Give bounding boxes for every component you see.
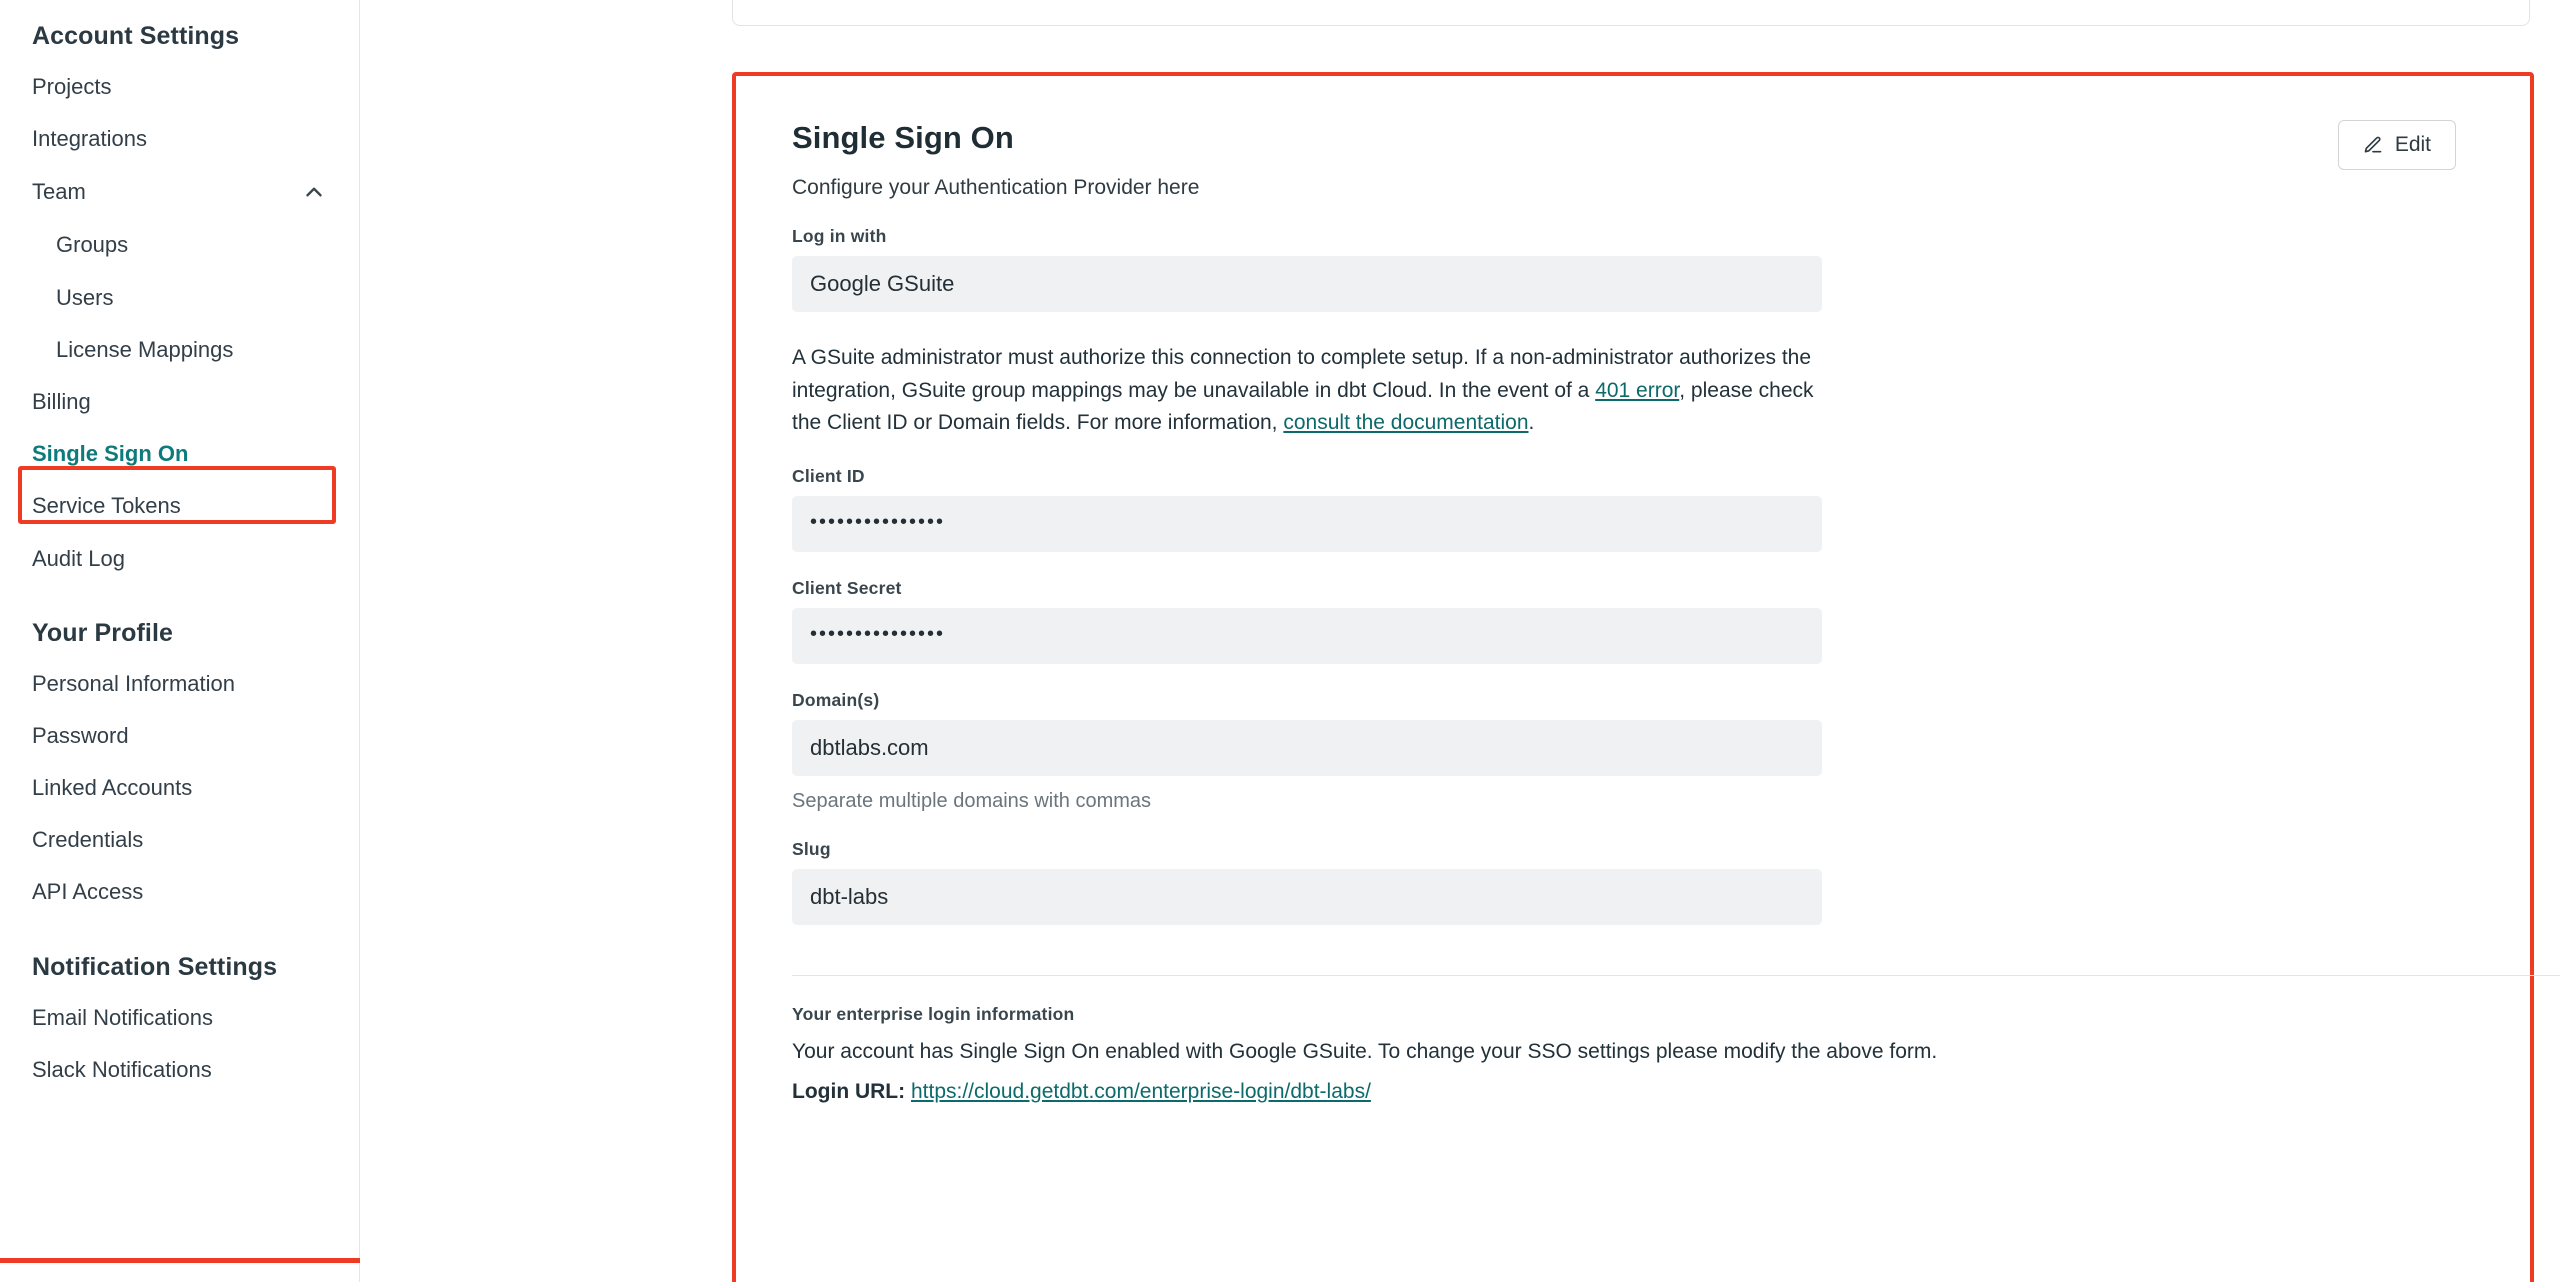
sidebar-item-api-access[interactable]: API Access: [32, 879, 144, 905]
login-with-value: Google GSuite: [792, 256, 1822, 312]
single-sign-on-card: [732, 72, 2534, 1282]
sidebar: [0, 0, 360, 1282]
enterprise-login-text: Your account has Single Sign On enabled with Google GSuite. To change your SSO settings please modify the above form.: [792, 1039, 1938, 1063]
login-url-row: [792, 1080, 2474, 1104]
notice-text-part-2: , please check the Client ID or Domain fields. For more information,: [792, 378, 1814, 435]
edit-button[interactable]: [2338, 120, 2456, 170]
page-subtitle: Configure your Authentication Provider here: [792, 176, 1200, 199]
domains-label: Domain(s): [792, 689, 880, 710]
sidebar-item-audit-log[interactable]: Audit Log: [32, 545, 125, 571]
401-error-link[interactable]: 401 error: [1595, 378, 1680, 402]
previous-section-card: [732, 0, 2530, 26]
edit-button-label: Edit: [2394, 133, 2431, 156]
sidebar-item-billing[interactable]: Billing: [32, 388, 91, 414]
sidebar-item-groups[interactable]: Groups: [56, 232, 129, 258]
sidebar-item-service-tokens[interactable]: Service Tokens: [32, 493, 181, 519]
login-url-label: Login URL:: [792, 1079, 906, 1103]
account-settings-heading: Account Settings: [32, 22, 240, 50]
sidebar-item-integrations[interactable]: Integrations: [32, 126, 147, 152]
sidebar-item-password[interactable]: Password: [32, 722, 129, 748]
login-with-label: Log in with: [792, 226, 887, 246]
page-title: Single Sign On: [792, 120, 1014, 155]
notice-text-part-3: .: [1528, 411, 1535, 435]
sidebar-spacer-1: [0, 585, 359, 607]
section-divider: [792, 975, 2560, 976]
your-profile-heading: Your Profile: [32, 618, 174, 647]
sidebar-item-slack-notifications[interactable]: Slack Notifications: [32, 1056, 212, 1082]
client-id-value: •••••••••••••••: [792, 496, 1822, 552]
enterprise-login-label: Your enterprise login information: [792, 1003, 1075, 1024]
sidebar-item-single-sign-on[interactable]: Single Sign On: [32, 441, 189, 467]
pencil-icon: [2363, 135, 2383, 155]
sidebar-spacer-2: [0, 919, 359, 941]
client-secret-value: •••••••••••••••: [792, 608, 1822, 664]
notice-text-part-1: A GSuite administrator must authorize this connection to complete setup. If a non-administrator authorizes the integration, GSuite group mappings may be unavailable in dbt Cloud. In the event of a: [792, 346, 1812, 402]
sidebar-item-team[interactable]: [0, 165, 359, 219]
sidebar-item-email-notifications[interactable]: Email Notifications: [32, 1004, 213, 1030]
card-header: [792, 120, 2474, 200]
slug-value: dbt-labs: [792, 869, 1822, 925]
documentation-link[interactable]: consult the documentation: [1283, 411, 1529, 435]
sidebar-item-license-mappings[interactable]: License Mappings: [56, 336, 234, 362]
client-id-label: Client ID: [792, 465, 865, 486]
gsuite-admin-notice: [792, 342, 1822, 440]
sidebar-item-credentials[interactable]: Credentials: [32, 827, 144, 853]
client-secret-label: Client Secret: [792, 577, 902, 598]
bottom-edge-marker: [0, 1258, 360, 1263]
sidebar-item-linked-accounts[interactable]: Linked Accounts: [32, 775, 193, 801]
domains-value: dbtlabs.com: [792, 720, 1822, 776]
chevron-up-icon: [301, 179, 327, 205]
sidebar-item-personal-information[interactable]: Personal Information: [32, 670, 235, 696]
card-header-text: [792, 120, 1199, 200]
notification-settings-heading: Notification Settings: [32, 952, 278, 981]
login-url-link[interactable]: https://cloud.getdbt.com/enterprise-login/dbt-labs/: [910, 1079, 1371, 1103]
slug-label: Slug: [792, 838, 831, 859]
sidebar-item-projects[interactable]: Projects: [32, 74, 112, 99]
sidebar-item-users[interactable]: Users: [56, 284, 114, 310]
main-content: [360, 0, 2560, 1282]
domains-helper-text: Separate multiple domains with commas: [792, 789, 1152, 812]
sidebar-item-team-label: Team: [32, 179, 86, 205]
